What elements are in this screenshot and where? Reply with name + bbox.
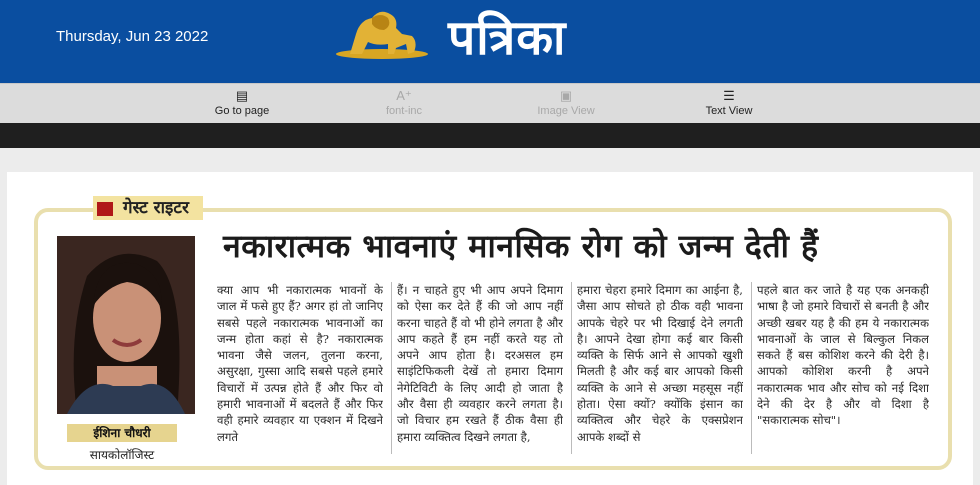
article-headline: नकारात्मक भावनाएं मानसिक रोग को जन्म देती हैं	[223, 227, 819, 265]
font-increase-label: font-inc	[385, 105, 423, 117]
text-view-button[interactable]	[689, 87, 769, 117]
font-increase-icon: A⁺	[396, 88, 412, 103]
article-column-1: क्या आप भी नकारात्मक भावनों के जाल में फसे हुए हैं? अगर हां तो जानिए सबसे पहले नकारात्मक भावनाओं का जन्म होता कहां से है? नकारात्मक भावना जैसे जलन, तुलना करना, असुरक्षा, गुस्सा आदि सबसे पहले हमारे विचारों में उत्पन्न होते हैं और फिर वो हमारी भावनाओं में बदलते हैं और फिर वही हमारे व्यवहार या एक्शन में दिखने लगते	[217, 283, 383, 444]
dark-separator-bar	[0, 123, 980, 148]
image-view-button[interactable]	[526, 87, 606, 117]
page-icon: ▤	[235, 88, 249, 103]
image-view-label: Image View	[537, 105, 595, 117]
go-to-page-button[interactable]	[202, 87, 282, 117]
date-display: Thursday, Jun 23 2022	[56, 28, 209, 45]
author-photo	[57, 236, 195, 414]
column-divider	[391, 282, 392, 454]
go-to-page-label: Go to page	[214, 105, 270, 117]
column-divider	[751, 282, 752, 454]
font-increase-button[interactable]	[364, 87, 444, 117]
section-tag-marker	[97, 202, 113, 216]
site-logo-text[interactable]: पत्रिका	[448, 10, 567, 66]
article-page	[7, 172, 973, 485]
reader-toolbar	[0, 83, 980, 123]
text-view-icon: ☰	[723, 88, 735, 103]
image-icon: ▣	[559, 88, 573, 103]
section-tag: गेस्ट राइटर	[93, 196, 203, 220]
text-view-label: Text View	[705, 105, 753, 117]
author-name: ईशिना चौधरी	[67, 424, 177, 442]
site-header	[0, 0, 980, 83]
article-column-2: हैं। न चाहते हुए भी आप अपने दिमाग को ऐसा कर देते हैं की जो आप नहीं करना चाहते हैं वो भी होने लगता है और आप कहते हैं हम नहीं करते यह तो अपने आप होता है। दरअसल हम साइंटिफिकली देखें तो हमारा दिमाग नेगेटिविटी के लिए आदी हो जाता है और वैसा ही व्यवहार करने लगता है। जो विचार हम रखते हैं ठीक वैसा ही हमारा व्यक्तित्व दिखने लगता है,	[397, 283, 563, 444]
author-role: सायकोलॉजिस्ट	[89, 448, 155, 462]
column-divider	[571, 282, 572, 454]
article-column-3: हमारा चेहरा हमारे दिमाग का आईना है, जैसा आप सोचते हो ठीक वही भावना आपके चेहरे पर भी दिखाई देने लगती है। आपने देखा होगा कई बार किसी व्यक्ति के सिर्फ आने से आपको खुशी मिलती है और कई बार आपको किसी व्यक्ति के आने से अच्छा महसूस नहीं होता। ऐसा क्यों? क्योंकि इंसान का व्यक्तित्व और चेहरे के एक्सप्रेशन आपके शब्दों से	[577, 283, 743, 444]
article-column-4: पहले बात कर जाते है यह एक अनकही भाषा है जो हमारे विचारों से बनती है और अच्छी खबर यह है की हम ये नकारात्मक भावनाओं के जाल से बिल्कुल निकल सकते हैं बस कोशिश करने की देरी है। आपको कोशिश करनी है अपने नकारात्मक भाव और सोच को नई दिशा देने की देर है और वो दिशा है "सकारात्मक सोच"।	[757, 283, 929, 428]
